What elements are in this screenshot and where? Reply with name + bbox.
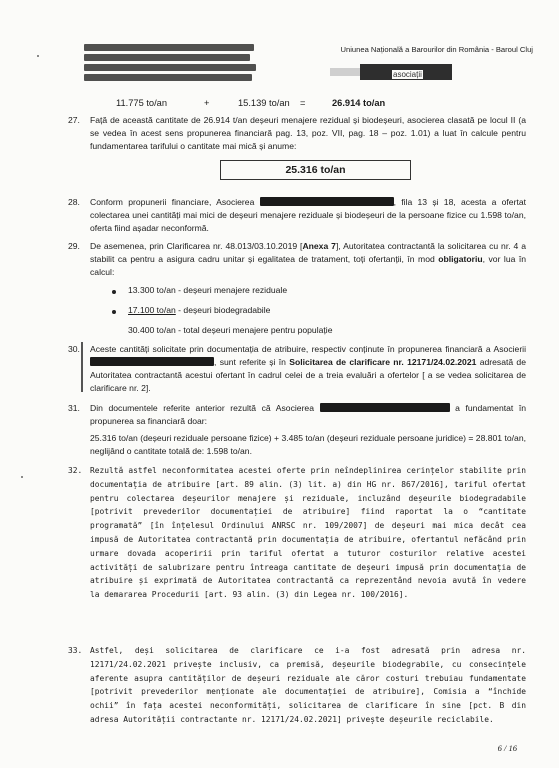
paragraph-text: Din documentele referite anterior rezultă că Asocierea	[90, 403, 314, 413]
page-number: 6 / 16	[497, 743, 517, 753]
paragraph-number: 32.	[68, 466, 83, 475]
quantity-box: 25.316 to/an	[220, 160, 411, 180]
paragraph-30	[68, 343, 526, 395]
bullet-icon	[112, 290, 116, 294]
paragraph-text: a fundamentat în propunerea sa financiară doar:	[90, 403, 527, 426]
emphasis-word: obligatoriu	[438, 254, 483, 264]
paragraph-29	[68, 240, 527, 279]
paragraph-31	[68, 402, 527, 428]
redaction-bar	[90, 357, 214, 366]
redaction-bar	[320, 403, 450, 412]
stamp-text: asociații	[393, 70, 422, 79]
redacted-letterhead	[84, 44, 259, 84]
paragraph-text: adresată de Autoritatea contractantă acestui ofertant în cadrul celei de a treia evaluări a ofertelor [ a se vedea solicitarea de clarificare nr. 2].	[90, 357, 526, 393]
paragraph-33	[68, 644, 526, 727]
redaction-bar	[260, 197, 394, 206]
paragraph-text: , sunt referite și în	[214, 357, 290, 367]
scan-speck	[21, 476, 23, 478]
paragraph-text: , fila 13 și 18, acesta a ofertat colectarea unei cantități mai mici de deșeuri menajere reziduale și biodeșeuri de la persoane fizice cu 1.598 to/an, oferta fiind așadar neconformă.	[90, 197, 527, 233]
clarification-reference: Solicitarea de clarificare nr. 12171/24.02.2021	[289, 357, 477, 367]
paragraph-text: ], Autoritatea contractantă la solicitarea cu nr. 4 a stabilit ca pentru a asigura cadru unitar și egalitatea de tratament, toți ofertanții, în mod	[90, 241, 527, 264]
bullet-description: - deșeuri menajere reziduale	[175, 285, 288, 295]
sum-value-a: 11.775 to/an	[116, 98, 168, 108]
redacted-stamp	[330, 64, 452, 80]
bullet-description: - deșeuri biodegradabile	[175, 305, 271, 315]
paragraph-text: , vor lua în calcul:	[90, 254, 527, 277]
list-item	[128, 305, 270, 315]
paragraph-32	[68, 464, 526, 602]
paragraph-number: 31.	[68, 403, 80, 413]
sum-value-b: 15.139 to/an	[238, 98, 290, 108]
bullet-quantity: 17.100 to/an	[128, 305, 176, 315]
bullet-quantity: 13.300 to/an	[128, 285, 176, 295]
sum-total: 26.914 to/an	[332, 98, 386, 108]
scan-speck	[37, 55, 39, 57]
calculation-line: 25.316 to/an (deșeuri reziduale persoane fizice) + 3.485 to/an (deșeuri reziduale persoane juridice) = 28.801 to/an, neglijând o cantitate totală de: 1.598 to/an.	[90, 433, 526, 456]
paragraph-27	[68, 114, 526, 153]
bar-association-name: Uniunea Națională a Barourilor din România - Baroul Cluj	[340, 45, 533, 54]
margin-mark	[81, 342, 83, 392]
paragraph-number: 28.	[68, 197, 80, 207]
paragraph-text: Rezultă astfel neconformitatea acestei oferte prin neîndeplinirea cerințelor stabilite prin documentația de atribuire [art. 89 alin. (3) lit. a) din HG nr. 867/2016], tariful ofertat pentru colectarea deșeurilor menajere și reziduale, incluzând deșeurile biodegradabile [potrivit prevederilor documentației de atribuire] fiind raportat la o “cantitate programată” [în înțelesul Ordinului ANRSC nr. 109/2007] de deșeuri mai mica decât cea impusă de Autoritatea contractantă prin documentația de atribuire, ofertantul nefăcând prin urmare dovada acoperirii prin tariful ofertat a tuturor costurilor relative acestei activități de salubrizare pentru întreaga cantitate de deșeuri impusă prin documentația de atribuire și exprimată de Autoritatea contractantă ca reprezentând nevoia avută în vedere la demararea Procedurii [art. 93 alin. (3) din Legea nr. 100/2016].	[90, 466, 526, 600]
sum-plus: +	[204, 98, 210, 108]
paragraph-text: De asemenea, prin Clarificarea nr. 48.013/03.10.2019 [	[90, 241, 303, 251]
sum-equals: =	[300, 98, 306, 108]
paragraph-28	[68, 196, 527, 235]
total-line: 30.400 to/an - total deșeuri menajere pentru populație	[128, 325, 333, 335]
paragraph-number: 33.	[68, 646, 83, 655]
paragraph-number: 30.	[68, 344, 80, 354]
paragraph-number: 27.	[68, 115, 80, 125]
paragraph-text: Astfel, deși solicitarea de clarificare ce i-a fost adresată prin adresa nr. 12171/24.02.2021 privește inclusiv, ca premisă, deșeurile biodegrabile, cu consecințele aferente asupra cantităților de deșeuri reziduale ale căror costuri trebuiau fundamentate [potrivit prevederilor menționate ale documentației de atribuire], Comisia a “închide ochii” în fața acestei neconformități, solicitarea de clarificare în sine [pct. B din adresa Autorității contractante nr. 12171/24.02.2021] privește deșeurile reciclabile.	[90, 646, 526, 724]
paragraph-text: Aceste cantități solicitate prin documentația de atribuire, respectiv conținute în propunerea financiară a Asocierii	[90, 344, 526, 354]
bullet-icon	[112, 310, 116, 314]
paragraph-number: 29.	[68, 241, 80, 251]
annex-reference: Anexa 7	[302, 241, 336, 251]
paragraph-text: Conform propunerii financiare, Asocierea	[90, 197, 255, 207]
paragraph-text: Față de această cantitate de 26.914 t/an deșeuri menajere rezidual și biodeșeuri, asocierea clasată pe locul II (a se vedea în acest sens propunerea financiară pag. 13, poz. VII, pag. 18 – poz. 1.01) a luat în calcule pentru fundamentarea tarifului o cantitate mai mică și anume:	[90, 115, 526, 151]
list-item	[128, 285, 287, 295]
